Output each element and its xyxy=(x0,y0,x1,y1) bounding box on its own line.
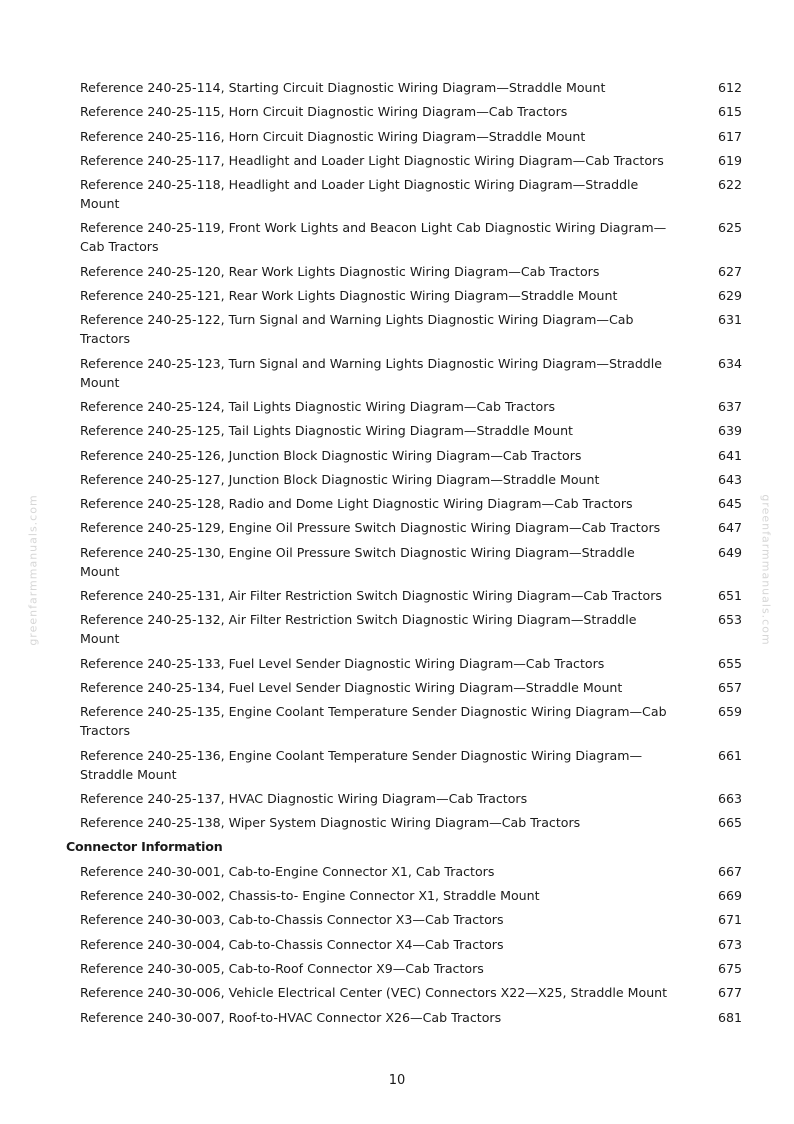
section-heading: Connector Information xyxy=(66,839,223,855)
toc-entry-title[interactable]: Reference 240-25-130, Engine Oil Pressure Switch Diagnostic Wiring Diagram—Straddle Mount xyxy=(80,544,635,579)
toc-entry[interactable] xyxy=(66,397,756,416)
toc-entry-title[interactable]: Reference 240-25-132, Air Filter Restriction Switch Diagnostic Wiring Diagram—Straddle Mount xyxy=(80,612,637,647)
toc-entry[interactable] xyxy=(66,127,756,146)
toc-entry-title[interactable]: Reference 240-30-002, Chassis-to- Engine Connector X1, Straddle Mount xyxy=(80,888,540,904)
toc-entry[interactable] xyxy=(66,654,756,673)
toc-entry-page[interactable]: 631 xyxy=(717,312,742,328)
toc-entry-page[interactable]: 671 xyxy=(717,912,742,928)
toc-entry-title[interactable]: Reference 240-25-136, Engine Coolant Temperature Sender Diagnostic Wiring Diagram—Straddle Mount xyxy=(80,747,643,782)
toc-entry-title[interactable]: Reference 240-25-138, Wiper System Diagnostic Wiring Diagram—Cab Tractors xyxy=(80,815,581,831)
toc-entry[interactable] xyxy=(66,78,756,97)
toc-entry-page[interactable]: 627 xyxy=(717,263,742,279)
toc-entry[interactable] xyxy=(66,543,756,581)
toc-entry[interactable] xyxy=(66,262,756,281)
toc-entry[interactable] xyxy=(66,586,756,605)
toc-entry[interactable] xyxy=(66,959,756,978)
toc-entry[interactable] xyxy=(66,935,756,954)
toc-entry[interactable] xyxy=(66,702,756,740)
toc-entry-title[interactable]: Reference 240-25-116, Horn Circuit Diagnostic Wiring Diagram—Straddle Mount xyxy=(80,128,586,144)
toc-entry-page[interactable]: 615 xyxy=(717,104,742,120)
table-of-contents xyxy=(66,78,756,1032)
toc-entry-title[interactable]: Reference 240-30-001, Cab-to-Engine Connector X1, Cab Tractors xyxy=(80,863,495,879)
toc-entry-title[interactable]: Reference 240-25-134, Fuel Level Sender Diagnostic Wiring Diagram—Straddle Mount xyxy=(80,679,623,695)
toc-entry-page[interactable]: 673 xyxy=(717,936,742,952)
toc-entry-page[interactable]: 659 xyxy=(717,704,742,720)
toc-entry[interactable] xyxy=(66,518,756,537)
toc-entry[interactable] xyxy=(66,813,756,832)
toc-entry[interactable] xyxy=(66,983,756,1002)
toc-entry-page[interactable]: 647 xyxy=(717,520,742,536)
toc-entry-title[interactable]: Reference 240-25-137, HVAC Diagnostic Wiring Diagram—Cab Tractors xyxy=(80,790,528,806)
toc-entry-page[interactable]: 612 xyxy=(717,80,742,95)
toc-entry[interactable] xyxy=(66,862,756,881)
toc-entry[interactable] xyxy=(66,746,756,784)
toc-entry-title[interactable]: Reference 240-25-125, Tail Lights Diagnostic Wiring Diagram—Straddle Mount xyxy=(80,423,573,439)
toc-entry-title[interactable]: Reference 240-25-118, Headlight and Loader Light Diagnostic Wiring Diagram—Straddle Mount xyxy=(80,177,639,212)
toc-entry-title[interactable]: Reference 240-30-004, Cab-to-Chassis Connector X4—Cab Tractors xyxy=(80,936,504,952)
toc-entry-title[interactable]: Reference 240-30-006, Vehicle Electrical Center (VEC) Connectors X22—X25, Straddle Mount xyxy=(80,985,668,1001)
toc-entry-title[interactable]: Reference 240-25-131, Air Filter Restriction Switch Diagnostic Wiring Diagram—Cab Tractors xyxy=(80,588,662,604)
toc-entry-title[interactable]: Reference 240-30-005, Cab-to-Roof Connector X9—Cab Tractors xyxy=(80,960,484,976)
toc-entry-title[interactable]: Reference 240-25-121, Rear Work Lights Diagnostic Wiring Diagram—Straddle Mount xyxy=(80,288,618,304)
toc-entry[interactable] xyxy=(66,218,756,256)
watermark-right: greenfarmmanuals.com xyxy=(759,494,773,646)
toc-entry-page[interactable]: 677 xyxy=(717,985,742,1001)
toc-entry-page[interactable]: 675 xyxy=(717,960,742,976)
toc-entry-page[interactable]: 649 xyxy=(717,544,742,560)
toc-entry-page[interactable]: 641 xyxy=(717,447,742,463)
toc-entry-title[interactable]: Reference 240-25-115, Horn Circuit Diagnostic Wiring Diagram—Cab Tractors xyxy=(80,104,568,120)
toc-entry[interactable] xyxy=(66,151,756,170)
toc-entry-page[interactable]: 661 xyxy=(717,747,742,763)
toc-entry[interactable] xyxy=(66,910,756,929)
toc-entry-title[interactable]: Reference 240-25-129, Engine Oil Pressure Switch Diagnostic Wiring Diagram—Cab Tractors xyxy=(80,520,661,536)
toc-entry-title[interactable]: Reference 240-25-123, Turn Signal and Warning Lights Diagnostic Wiring Diagram—Straddle Mount xyxy=(80,355,663,390)
toc-entry-title[interactable]: Reference 240-25-119, Front Work Lights and Beacon Light Cab Diagnostic Wiring Diagram—Cab Tractors xyxy=(80,220,667,255)
toc-entry[interactable] xyxy=(66,446,756,465)
toc-entry[interactable] xyxy=(66,678,756,697)
toc-entry[interactable] xyxy=(66,354,756,392)
toc-entry-page[interactable]: 655 xyxy=(717,655,742,671)
toc-entry-page[interactable]: 667 xyxy=(717,863,742,879)
toc-entry-page[interactable]: 645 xyxy=(717,496,742,512)
toc-entry[interactable] xyxy=(66,1008,756,1027)
toc-entry-title[interactable]: Reference 240-25-128, Radio and Dome Light Diagnostic Wiring Diagram—Cab Tractors xyxy=(80,496,633,512)
toc-entry[interactable] xyxy=(66,175,756,213)
toc-entry[interactable] xyxy=(66,470,756,489)
toc-entry-page[interactable]: 657 xyxy=(717,679,742,695)
toc-entry-title[interactable]: Reference 240-25-122, Turn Signal and Warning Lights Diagnostic Wiring Diagram—Cab Tractors xyxy=(80,312,634,347)
toc-entry-title[interactable]: Reference 240-25-127, Junction Block Diagnostic Wiring Diagram—Straddle Mount xyxy=(80,471,600,487)
toc-entry-page[interactable]: 651 xyxy=(717,588,742,604)
toc-entry-page[interactable]: 625 xyxy=(717,220,742,236)
toc-entry-title[interactable]: Reference 240-30-007, Roof-to-HVAC Connector X26—Cab Tractors xyxy=(80,1009,502,1025)
toc-entry[interactable] xyxy=(66,610,756,648)
toc-entry[interactable] xyxy=(66,286,756,305)
toc-entry-title[interactable]: Reference 240-25-126, Junction Block Diagnostic Wiring Diagram—Cab Tractors xyxy=(80,447,582,463)
page-number: 10 xyxy=(388,1073,406,1088)
toc-entry-title[interactable]: Reference 240-25-114, Starting Circuit Diagnostic Wiring Diagram—Straddle Mount xyxy=(80,80,606,95)
toc-entry-page[interactable]: 622 xyxy=(717,177,742,193)
watermark-left: greenfarmmanuals.com xyxy=(26,494,40,646)
toc-entry[interactable] xyxy=(66,421,756,440)
toc-entry-title[interactable]: Reference 240-25-124, Tail Lights Diagnostic Wiring Diagram—Cab Tractors xyxy=(80,398,555,414)
toc-entry-title[interactable]: Reference 240-25-135, Engine Coolant Temperature Sender Diagnostic Wiring Diagram—Cab Tractors xyxy=(80,704,667,739)
toc-entry-page[interactable]: 619 xyxy=(717,152,742,168)
toc-entry-page[interactable]: 669 xyxy=(717,888,742,904)
toc-entry-page[interactable]: 629 xyxy=(717,288,742,304)
toc-entry-title[interactable]: Reference 240-30-003, Cab-to-Chassis Connector X3—Cab Tractors xyxy=(80,912,504,928)
toc-entry-page[interactable]: 665 xyxy=(717,815,742,831)
toc-entry[interactable] xyxy=(66,886,756,905)
toc-entry-page[interactable]: 663 xyxy=(717,790,742,806)
toc-entry-page[interactable]: 639 xyxy=(717,423,742,439)
toc-entry-page[interactable]: 653 xyxy=(717,612,742,628)
toc-entry-title[interactable]: Reference 240-25-117, Headlight and Loader Light Diagnostic Wiring Diagram—Cab Tractors xyxy=(80,152,664,168)
toc-entry-title[interactable]: Reference 240-25-120, Rear Work Lights Diagnostic Wiring Diagram—Cab Tractors xyxy=(80,263,600,279)
toc-entry-page[interactable]: 643 xyxy=(717,471,742,487)
toc-entry[interactable] xyxy=(66,789,756,808)
toc-entry[interactable] xyxy=(66,310,756,348)
toc-group-connector-information xyxy=(66,862,756,1027)
toc-entry[interactable] xyxy=(66,494,756,513)
toc-entry-page[interactable]: 681 xyxy=(717,1009,742,1025)
toc-group-wiring-diagrams xyxy=(66,78,756,832)
toc-entry-page[interactable]: 634 xyxy=(717,355,742,371)
toc-entry-title[interactable]: Reference 240-25-133, Fuel Level Sender Diagnostic Wiring Diagram—Cab Tractors xyxy=(80,655,605,671)
toc-entry-page[interactable]: 637 xyxy=(717,398,742,414)
toc-entry-page[interactable]: 617 xyxy=(717,128,742,144)
toc-entry[interactable] xyxy=(66,102,756,121)
